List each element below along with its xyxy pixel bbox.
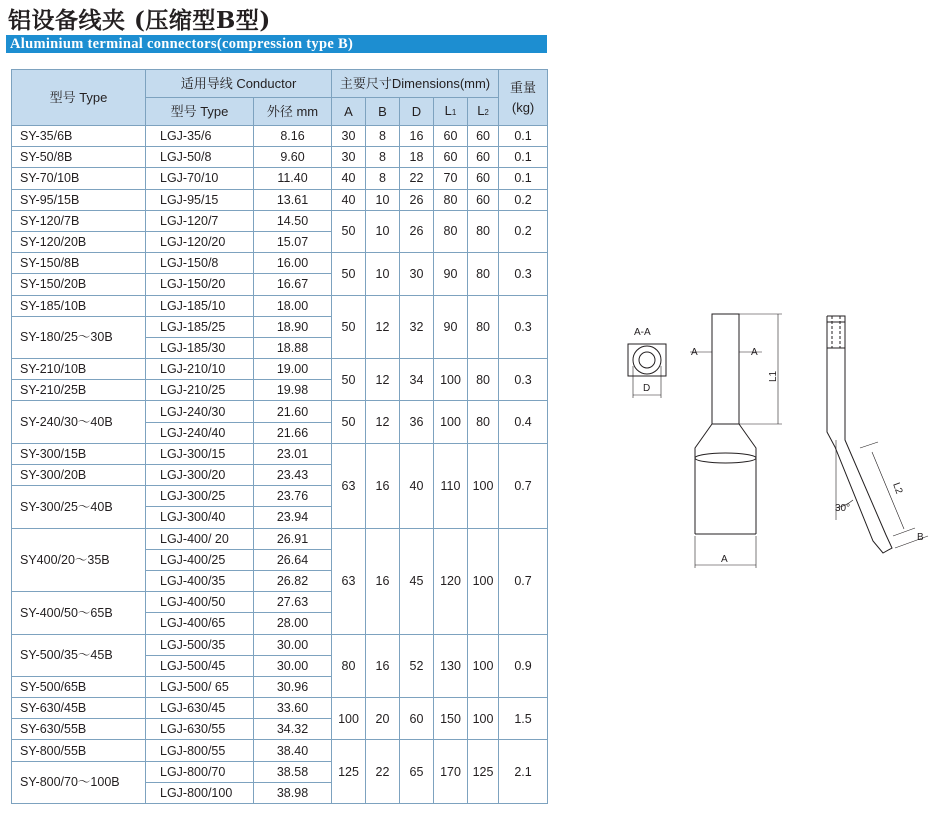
cell-conductor: LGJ-210/25 <box>146 380 254 401</box>
cell-conductor: LGJ-400/25 <box>146 549 254 570</box>
cell-conductor: LGJ-630/55 <box>146 719 254 740</box>
cell-l2: 60 <box>468 126 499 147</box>
cell-conductor: LGJ-185/25 <box>146 316 254 337</box>
cell-l1: 130 <box>434 634 468 698</box>
header-model: 型号 Type <box>12 70 146 126</box>
cell-model: SY-240/30～40B <box>12 401 146 443</box>
header-dim-a: A <box>332 98 366 126</box>
cell-d: 32 <box>400 295 434 359</box>
cell-weight: 0.1 <box>499 126 548 147</box>
cell-b: 10 <box>366 210 400 252</box>
cell-b: 12 <box>366 401 400 443</box>
cell-conductor: LGJ-240/40 <box>146 422 254 443</box>
cell-model: SY-800/55B <box>12 740 146 761</box>
side-outline <box>827 316 892 553</box>
cell-model: SY-210/10B <box>12 359 146 380</box>
cell-b: 10 <box>366 253 400 295</box>
header-dim-l2-letter: L <box>477 102 485 118</box>
cell-d: 34 <box>400 359 434 401</box>
cell-b: 22 <box>366 740 400 804</box>
cell-diameter: 30.00 <box>254 634 332 655</box>
cell-conductor: LGJ-50/8 <box>146 147 254 168</box>
cell-l1: 100 <box>434 359 468 401</box>
cell-l2: 100 <box>468 528 499 634</box>
table-row <box>12 126 548 147</box>
cell-l2: 100 <box>468 443 499 528</box>
cell-diameter: 38.98 <box>254 782 332 803</box>
cell-b: 16 <box>366 634 400 698</box>
dim-l2-ext-bottom <box>893 528 915 536</box>
cell-conductor: LGJ-400/ 20 <box>146 528 254 549</box>
cell-diameter: 19.98 <box>254 380 332 401</box>
header-dim-d: D <box>400 98 434 126</box>
cell-conductor: LGJ-120/20 <box>146 231 254 252</box>
cell-weight: 0.3 <box>499 253 548 295</box>
cell-b: 20 <box>366 698 400 740</box>
cell-conductor: LGJ-800/100 <box>146 782 254 803</box>
table-row <box>12 359 548 380</box>
cell-conductor: LGJ-300/40 <box>146 507 254 528</box>
header-dim-l1-sub: 1 <box>451 107 457 117</box>
header-weight-label: 重量 <box>510 79 537 95</box>
cell-l1: 100 <box>434 401 468 443</box>
cell-diameter: 23.76 <box>254 486 332 507</box>
cell-conductor: LGJ-300/20 <box>146 465 254 486</box>
cell-conductor: LGJ-35/6 <box>146 126 254 147</box>
cell-weight: 1.5 <box>499 698 548 740</box>
cell-l1: 110 <box>434 443 468 528</box>
spec-table <box>11 69 548 804</box>
cell-a: 40 <box>332 189 366 210</box>
cell-a: 50 <box>332 359 366 401</box>
header-weight <box>499 70 548 126</box>
cell-weight: 0.2 <box>499 210 548 252</box>
cell-d: 22 <box>400 168 434 189</box>
table-row <box>12 189 548 210</box>
cell-diameter: 28.00 <box>254 613 332 634</box>
cell-a: 63 <box>332 528 366 634</box>
cell-conductor: LGJ-185/30 <box>146 337 254 358</box>
label-dim-a: A <box>721 554 728 565</box>
cell-l2: 80 <box>468 210 499 252</box>
header-weight-unit: (kg) <box>511 99 535 115</box>
table-row <box>12 528 548 549</box>
cell-diameter: 19.00 <box>254 359 332 380</box>
cell-weight: 0.3 <box>499 295 548 359</box>
cell-diameter: 38.40 <box>254 740 332 761</box>
cell-d: 18 <box>400 147 434 168</box>
cell-a: 40 <box>332 168 366 189</box>
label-dim-b: B <box>917 532 924 543</box>
cell-model: SY-95/15B <box>12 189 146 210</box>
cell-l1: 150 <box>434 698 468 740</box>
header-outer-diameter: 外径 mm <box>254 98 332 126</box>
cell-d: 16 <box>400 126 434 147</box>
cell-model: SY-630/55B <box>12 719 146 740</box>
cell-diameter: 18.00 <box>254 295 332 316</box>
label-section-a-right: A <box>751 347 758 358</box>
cell-diameter: 34.32 <box>254 719 332 740</box>
cell-conductor: LGJ-240/30 <box>146 401 254 422</box>
cell-model: SY-120/20B <box>12 231 146 252</box>
label-section-a-left: A <box>691 347 698 358</box>
cell-a: 50 <box>332 210 366 252</box>
table-row <box>12 401 548 422</box>
cell-l2: 100 <box>468 634 499 698</box>
cell-l1: 80 <box>434 210 468 252</box>
cell-l2: 60 <box>468 189 499 210</box>
cell-model: SY-150/8B <box>12 253 146 274</box>
cell-a: 100 <box>332 698 366 740</box>
cell-l1: 90 <box>434 295 468 359</box>
page-title: 铝设备线夹 (压缩型B型) <box>8 7 271 34</box>
cell-diameter: 13.61 <box>254 189 332 210</box>
cell-model: SY-210/25B <box>12 380 146 401</box>
cell-weight: 0.2 <box>499 189 548 210</box>
cell-model: SY-185/10B <box>12 295 146 316</box>
table-row <box>12 634 548 655</box>
cell-diameter: 9.60 <box>254 147 332 168</box>
cell-diameter: 23.94 <box>254 507 332 528</box>
cell-conductor: LGJ-185/10 <box>146 295 254 316</box>
cell-b: 16 <box>366 528 400 634</box>
cell-l1: 70 <box>434 168 468 189</box>
cell-l2: 100 <box>468 698 499 740</box>
cell-l1: 90 <box>434 253 468 295</box>
cell-diameter: 23.01 <box>254 443 332 464</box>
cell-conductor: LGJ-500/ 65 <box>146 676 254 697</box>
connector-technical-drawing <box>610 290 950 590</box>
label-dim-l1: L1 <box>768 370 779 382</box>
cell-weight: 0.7 <box>499 528 548 634</box>
table-row <box>12 740 548 761</box>
dim-l2-ext-top <box>860 442 878 448</box>
cell-model: SY-180/25～30B <box>12 316 146 358</box>
cell-conductor: LGJ-150/8 <box>146 253 254 274</box>
table-row <box>12 443 548 464</box>
table-row <box>12 147 548 168</box>
header-conductor-type: 型号 Type <box>146 98 254 126</box>
header-conductor: 适用导线 Conductor <box>146 70 332 98</box>
cell-model: SY-630/45B <box>12 698 146 719</box>
label-section-aa: A-A <box>634 327 651 338</box>
cell-l2: 60 <box>468 147 499 168</box>
cell-d: 26 <box>400 189 434 210</box>
table-row <box>12 698 548 719</box>
cell-l1: 120 <box>434 528 468 634</box>
cross-section-inner-circle <box>639 352 655 368</box>
cell-conductor: LGJ-500/45 <box>146 655 254 676</box>
cell-l1: 170 <box>434 740 468 804</box>
table-row <box>12 253 548 274</box>
header-dim-b: B <box>366 98 400 126</box>
cell-conductor: LGJ-400/50 <box>146 592 254 613</box>
cell-b: 8 <box>366 126 400 147</box>
cell-l1: 60 <box>434 126 468 147</box>
cell-model: SY-150/20B <box>12 274 146 295</box>
cell-diameter: 27.63 <box>254 592 332 613</box>
cell-diameter: 30.96 <box>254 676 332 697</box>
header-dimensions: 主要尺寸Dimensions(mm) <box>332 70 499 98</box>
cell-diameter: 11.40 <box>254 168 332 189</box>
cell-conductor: LGJ-400/35 <box>146 570 254 591</box>
cell-conductor: LGJ-70/10 <box>146 168 254 189</box>
cell-model: SY-500/35～45B <box>12 634 146 676</box>
front-barrel-top <box>695 453 756 463</box>
cell-model: SY-500/65B <box>12 676 146 697</box>
cell-conductor: LGJ-500/35 <box>146 634 254 655</box>
cell-weight: 0.9 <box>499 634 548 698</box>
cell-a: 30 <box>332 126 366 147</box>
cell-conductor: LGJ-95/15 <box>146 189 254 210</box>
cell-model: SY-120/7B <box>12 210 146 231</box>
cell-b: 12 <box>366 359 400 401</box>
cell-diameter: 21.66 <box>254 422 332 443</box>
cell-l2: 80 <box>468 401 499 443</box>
cell-diameter: 18.88 <box>254 337 332 358</box>
cell-conductor: LGJ-800/55 <box>146 740 254 761</box>
cell-conductor: LGJ-400/65 <box>146 613 254 634</box>
cell-d: 26 <box>400 210 434 252</box>
cell-b: 16 <box>366 443 400 528</box>
side-view <box>827 316 928 553</box>
label-angle: 30° <box>835 503 851 514</box>
header-dim-l2 <box>468 98 499 126</box>
cell-d: 60 <box>400 698 434 740</box>
cell-weight: 0.7 <box>499 443 548 528</box>
cell-model: SY400/20～35B <box>12 528 146 592</box>
table-row <box>12 168 548 189</box>
cell-diameter: 18.90 <box>254 316 332 337</box>
cell-weight: 0.3 <box>499 359 548 401</box>
cell-weight: 0.4 <box>499 401 548 443</box>
page-subtitle-bar: Aluminium terminal connectors(compression type B) <box>6 35 547 53</box>
cell-conductor: LGJ-300/15 <box>146 443 254 464</box>
cell-model: SY-800/70～100B <box>12 761 146 803</box>
cell-conductor: LGJ-150/20 <box>146 274 254 295</box>
cell-diameter: 23.43 <box>254 465 332 486</box>
cell-d: 30 <box>400 253 434 295</box>
cell-a: 50 <box>332 401 366 443</box>
cell-a: 63 <box>332 443 366 528</box>
cell-conductor: LGJ-800/70 <box>146 761 254 782</box>
cell-diameter: 26.82 <box>254 570 332 591</box>
header-dim-l2-sub: 2 <box>484 107 489 117</box>
cell-l2: 80 <box>468 253 499 295</box>
cell-diameter: 16.00 <box>254 253 332 274</box>
cell-d: 40 <box>400 443 434 528</box>
cell-l2: 80 <box>468 359 499 401</box>
cell-model: SY-70/10B <box>12 168 146 189</box>
cell-conductor: LGJ-630/45 <box>146 698 254 719</box>
cell-weight: 0.1 <box>499 147 548 168</box>
cell-diameter: 16.67 <box>254 274 332 295</box>
cell-model: SY-50/8B <box>12 147 146 168</box>
cross-section-outline <box>628 344 666 376</box>
cell-d: 36 <box>400 401 434 443</box>
cell-model: SY-35/6B <box>12 126 146 147</box>
label-dim-d: D <box>643 383 651 394</box>
front-palm <box>712 314 739 424</box>
cell-diameter: 26.91 <box>254 528 332 549</box>
cell-model: SY-400/50～65B <box>12 592 146 634</box>
cell-model: SY-300/20B <box>12 465 146 486</box>
cell-b: 8 <box>366 147 400 168</box>
cell-weight: 0.1 <box>499 168 548 189</box>
cell-a: 50 <box>332 295 366 359</box>
cell-diameter: 38.58 <box>254 761 332 782</box>
cell-l1: 60 <box>434 147 468 168</box>
cell-diameter: 21.60 <box>254 401 332 422</box>
cell-b: 8 <box>366 168 400 189</box>
cell-l2: 80 <box>468 295 499 359</box>
header-dim-l1 <box>434 98 468 126</box>
cell-diameter: 8.16 <box>254 126 332 147</box>
table-header <box>12 70 548 126</box>
cell-diameter: 33.60 <box>254 698 332 719</box>
table-row <box>12 210 548 231</box>
cell-d: 65 <box>400 740 434 804</box>
cell-conductor: LGJ-300/25 <box>146 486 254 507</box>
cross-section-outer-circle <box>633 346 661 374</box>
cell-model: SY-300/15B <box>12 443 146 464</box>
cell-d: 45 <box>400 528 434 634</box>
cell-b: 10 <box>366 189 400 210</box>
cell-a: 50 <box>332 253 366 295</box>
cell-conductor: LGJ-120/7 <box>146 210 254 231</box>
front-view <box>690 314 782 568</box>
label-dim-l2: L2 <box>890 481 905 496</box>
cell-l2: 60 <box>468 168 499 189</box>
cell-a: 80 <box>332 634 366 698</box>
cell-conductor: LGJ-210/10 <box>146 359 254 380</box>
table-row <box>12 295 548 316</box>
cell-a: 125 <box>332 740 366 804</box>
header-dim-l1-letter: L <box>444 102 452 118</box>
table-body <box>12 126 548 804</box>
cell-diameter: 14.50 <box>254 210 332 231</box>
cell-b: 12 <box>366 295 400 359</box>
cell-a: 30 <box>332 147 366 168</box>
cell-diameter: 30.00 <box>254 655 332 676</box>
cell-diameter: 15.07 <box>254 231 332 252</box>
cell-d: 52 <box>400 634 434 698</box>
cell-l1: 80 <box>434 189 468 210</box>
cell-diameter: 26.64 <box>254 549 332 570</box>
cell-model: SY-300/25～40B <box>12 486 146 528</box>
cell-l2: 125 <box>468 740 499 804</box>
cell-weight: 2.1 <box>499 740 548 804</box>
